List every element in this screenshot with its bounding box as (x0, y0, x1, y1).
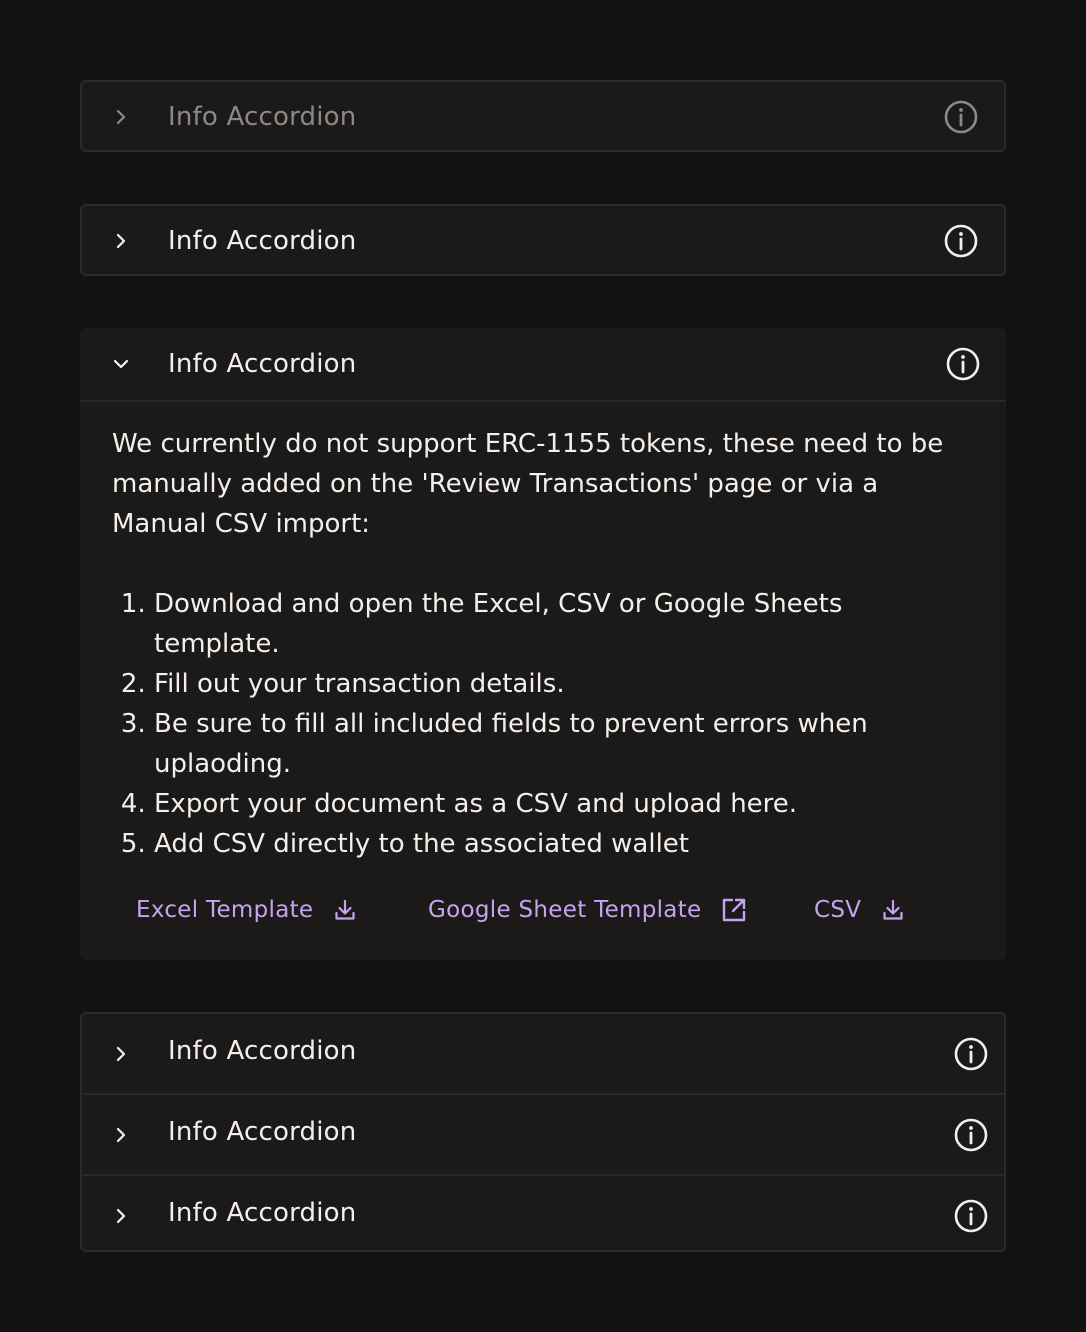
link-label: CSV (814, 897, 862, 923)
csv-link[interactable] (814, 890, 905, 930)
accordion-title: Info Accordion (168, 102, 357, 132)
chevron-right-icon (112, 1045, 130, 1063)
chevron-right-icon (112, 1126, 130, 1144)
google-sheet-template-link[interactable] (428, 890, 747, 930)
info-icon (954, 1199, 988, 1233)
chevron-right-icon (112, 232, 130, 250)
template-links (112, 864, 974, 962)
accordion-header[interactable] (80, 328, 1006, 402)
link-label: Excel Template (136, 897, 314, 923)
accordion-header (82, 82, 1004, 152)
list-item: 2. Fill out your transaction details. (154, 664, 974, 704)
accordion-title: Info Accordion (168, 1198, 357, 1228)
excel-template-link[interactable] (136, 890, 357, 930)
accordion-collapsed[interactable] (80, 204, 1006, 276)
accordion-intro: We currently do not support ERC-1155 tokens, these need to be manually added on the 'Review Transactions' page or via a Manual CSV import: (112, 429, 944, 539)
chevron-right-icon (112, 108, 130, 126)
steps-list (112, 584, 974, 864)
accordion-expanded[interactable] (80, 328, 1006, 960)
chevron-right-icon (112, 1207, 130, 1225)
info-icon (954, 1118, 988, 1152)
accordion-title: Info Accordion (168, 1036, 357, 1066)
list-item: 5. Add CSV directly to the associated wallet (154, 824, 974, 864)
accordion-row[interactable] (82, 1014, 1004, 1095)
accordion-header[interactable] (82, 206, 1004, 276)
accordion-title: Info Accordion (168, 349, 357, 379)
accordion-title: Info Accordion (168, 1117, 357, 1147)
accordion-disabled (80, 80, 1006, 152)
accordion-title: Info Accordion (168, 226, 357, 256)
accordion-body (80, 402, 1006, 962)
download-icon (333, 898, 357, 922)
info-icon (954, 1037, 988, 1071)
list-item: 3. Be sure to fill all included fields to prevent errors when uplaoding. (154, 704, 974, 784)
link-label: Google Sheet Template (428, 897, 702, 923)
external-link-icon (721, 897, 747, 923)
info-icon (946, 347, 980, 381)
accordion-group (80, 1012, 1006, 1252)
info-icon (944, 224, 978, 258)
list-item: 4. Export your document as a CSV and upload here. (154, 784, 974, 824)
download-icon (881, 898, 905, 922)
accordion-row[interactable] (82, 1176, 1004, 1255)
accordion-row[interactable] (82, 1095, 1004, 1176)
list-item: 1. Download and open the Excel, CSV or Google Sheets template. (154, 584, 974, 664)
chevron-down-icon (112, 355, 130, 373)
info-icon (944, 100, 978, 134)
